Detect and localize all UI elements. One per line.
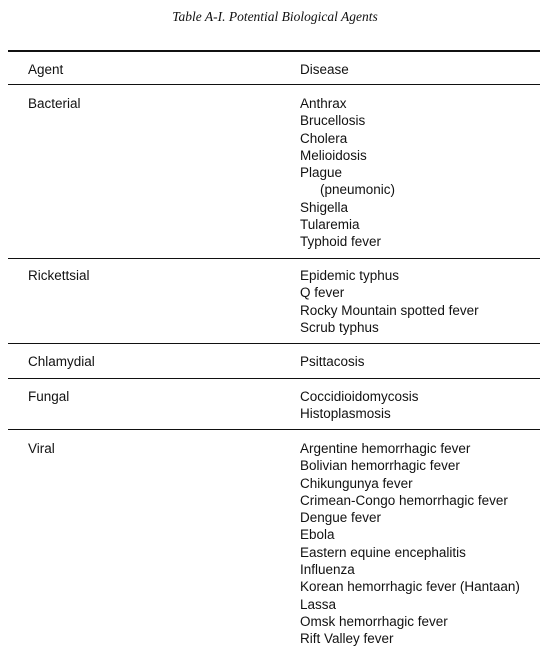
agent-fungal: Fungal [28,389,70,404]
disease-item: Plague [300,165,343,181]
disease-item: Typhoid fever [300,234,382,250]
disease-item: Brucellosis [300,113,366,129]
agent-viral: Viral [28,441,55,456]
disease-item: Histoplasmosis [300,406,391,422]
table-top-rule [8,50,540,52]
group-divider [8,343,540,344]
disease-item: Scrub typhus [300,319,379,335]
disease-item: Korean hemorrhagic fever (Hantaan) [300,579,520,595]
disease-item: Ebola [300,527,335,543]
disease-item: Omsk hemorrhagic fever [300,613,448,629]
agent-bacterial: Bacterial [28,96,81,111]
disease-item: Psittacosis [300,354,365,369]
disease-item: Coccidioidomycosis [300,389,419,404]
disease-item: Melioidosis [300,147,367,163]
group-divider [8,378,540,379]
group-divider [8,258,540,259]
table-caption: Table A-I. Potential Biological Agents [172,9,378,24]
disease-item: Influenza [300,562,355,578]
disease-item: Epidemic typhus [300,268,400,283]
agent-chlamydial: Chlamydial [28,354,95,369]
disease-item: Cholera [300,130,348,146]
disease-item: Shigella [300,199,349,215]
disease-item: Dengue fever [300,510,382,526]
disease-item: Chikungunya fever [300,475,413,491]
disease-list-fungal [300,388,419,423]
group-divider [8,429,540,430]
disease-item: Tularemia [300,217,360,233]
column-header-agent: Agent [28,62,64,77]
disease-item: Q fever [300,285,345,301]
column-header-disease: Disease [300,62,349,77]
disease-list-chlamydial [300,353,365,370]
disease-item: Crimean-Congo hemorrhagic fever [300,492,508,508]
disease-list-bacterial [300,95,395,251]
disease-item: Eastern equine encephalitis [300,544,466,560]
disease-item: Lassa [300,596,337,612]
disease-item: Rocky Mountain spotted fever [300,302,479,318]
disease-item: Argentine hemorrhagic fever [300,441,471,456]
header-rule [8,84,540,85]
disease-list-rickettsial [300,267,479,336]
disease-item: (pneumonic) [320,182,396,198]
disease-item: Rift Valley fever [300,631,394,647]
agent-rickettsial: Rickettsial [28,268,90,283]
disease-item: Anthrax [300,96,347,111]
disease-list-viral [300,440,520,648]
disease-item: Bolivian hemorrhagic fever [300,458,460,474]
